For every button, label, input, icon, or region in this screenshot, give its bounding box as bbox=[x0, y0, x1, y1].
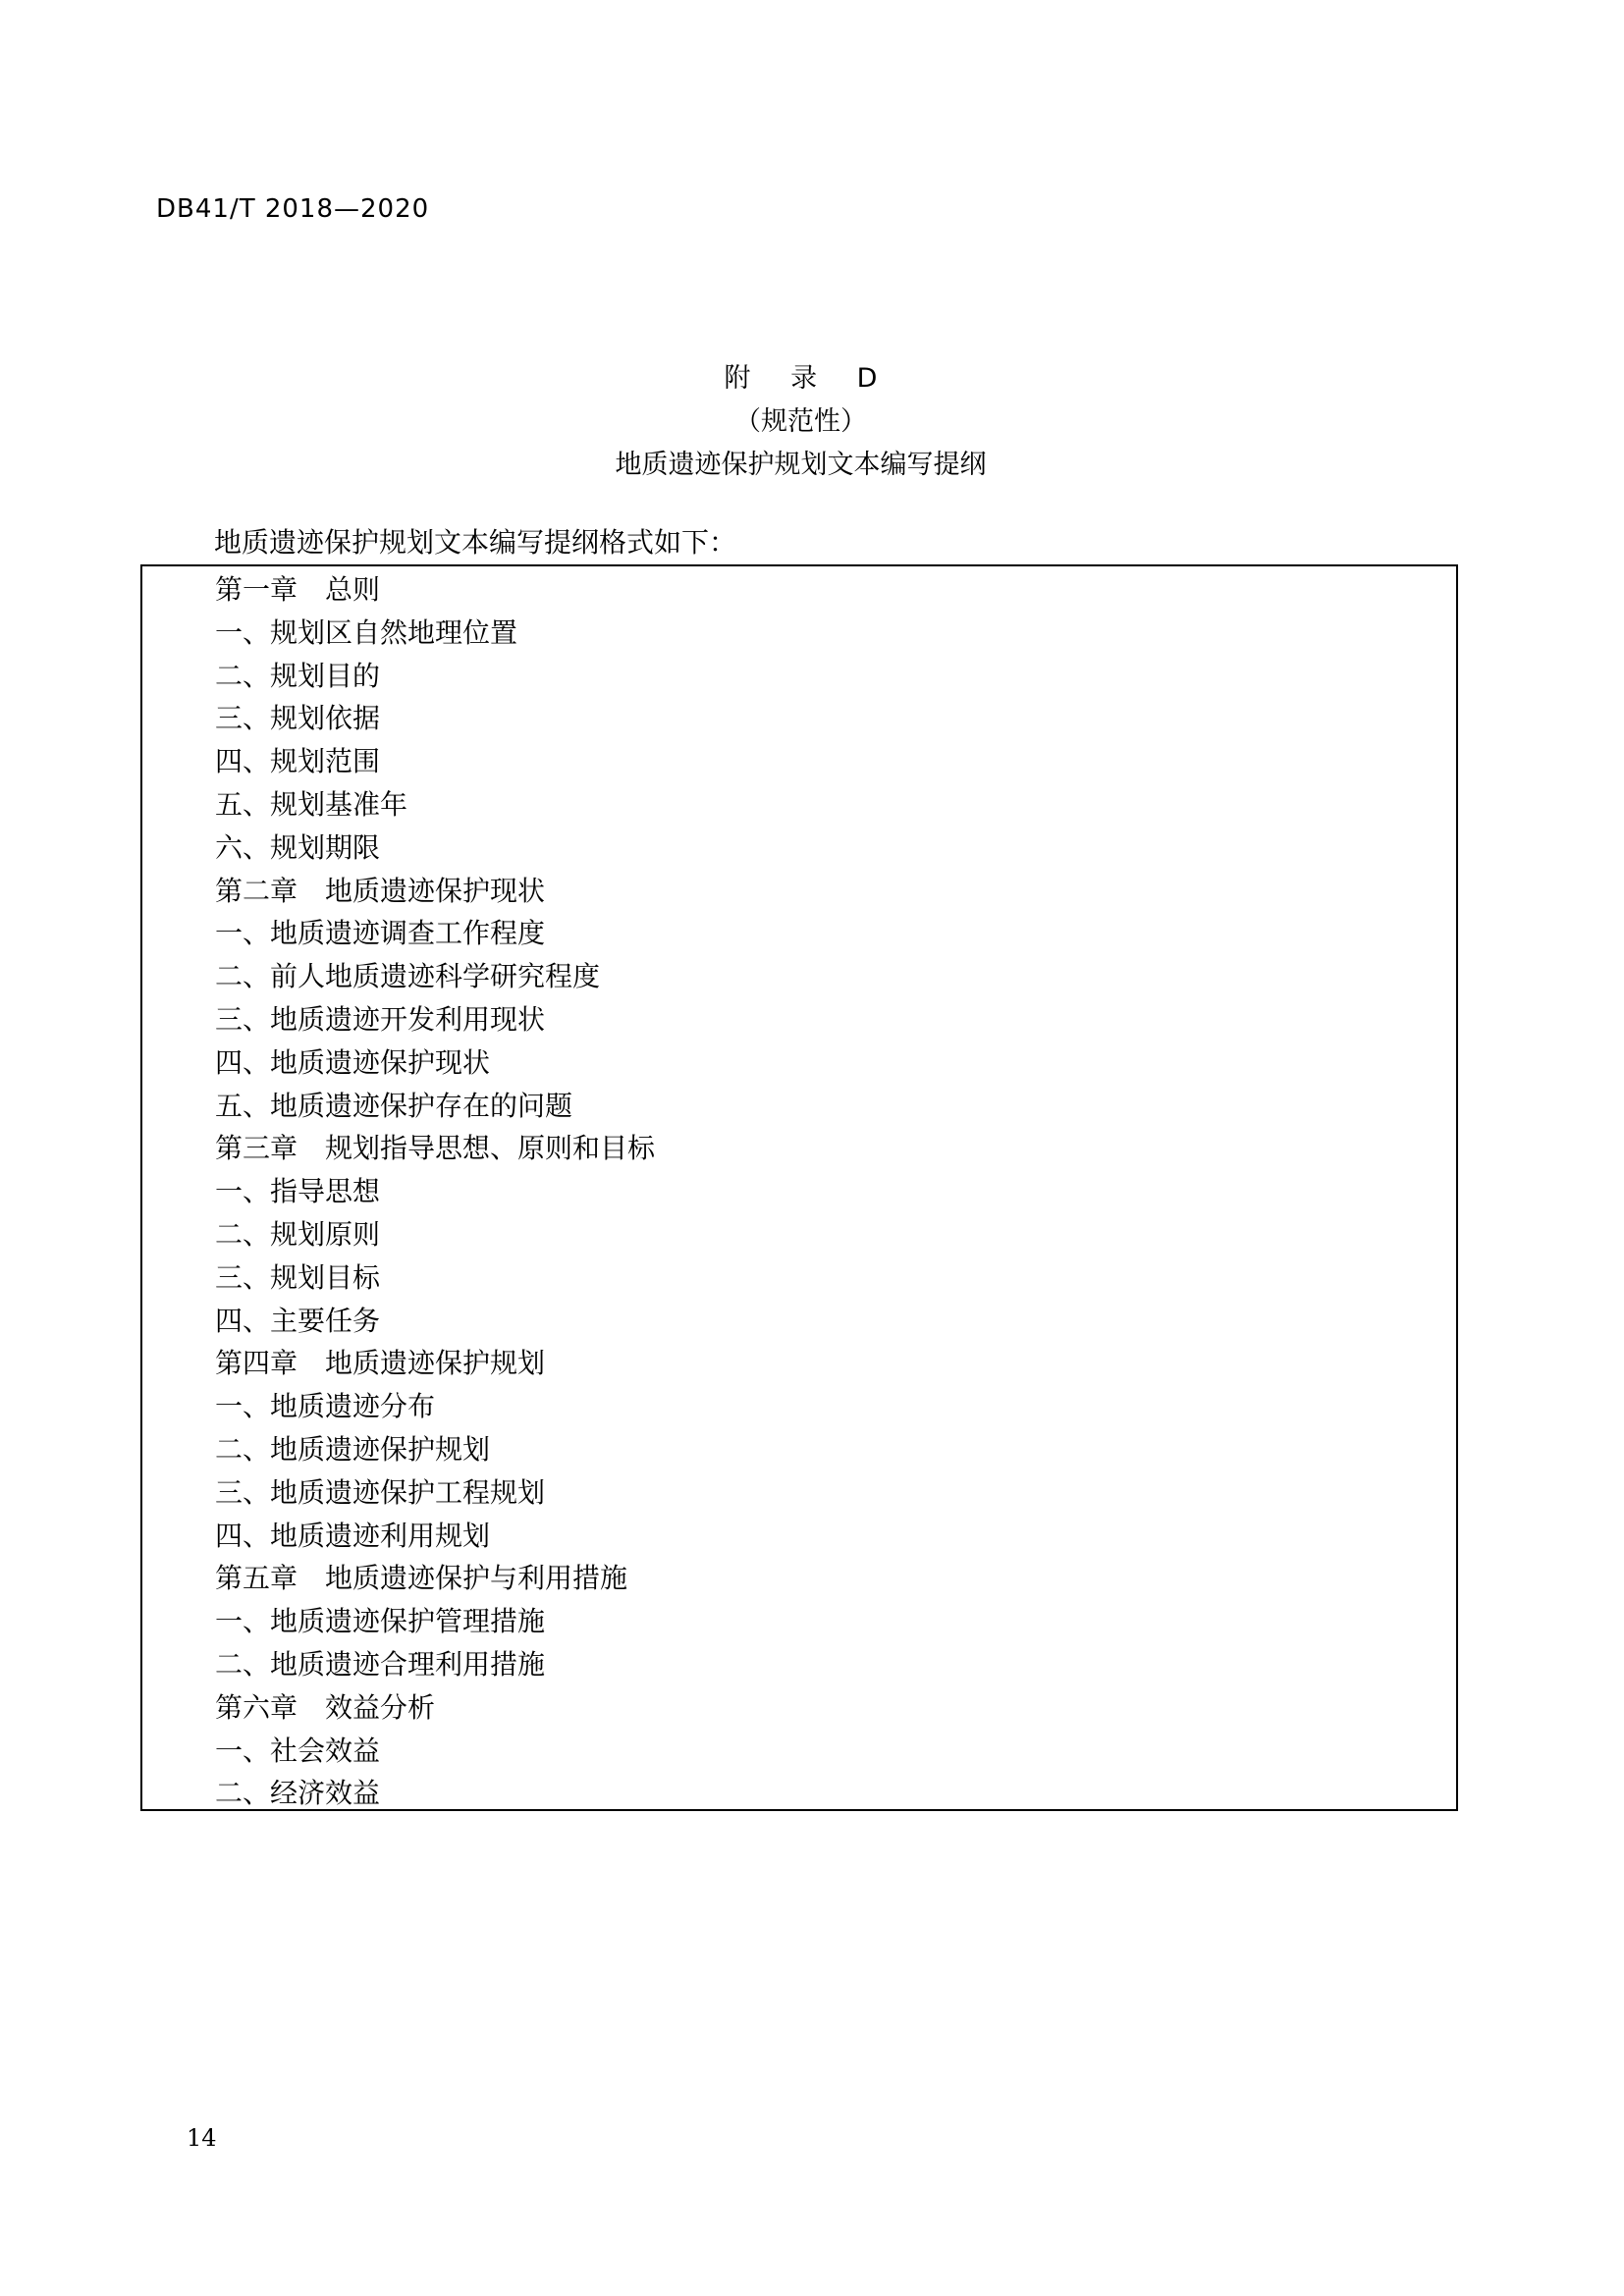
outline-section-item: 二、地质遗迹保护规划 bbox=[215, 1432, 491, 1466]
outline-section-item: 一、指导思想 bbox=[215, 1175, 381, 1208]
outline-section-item: 一、地质遗迹分布 bbox=[215, 1390, 436, 1423]
outline-section-item: 四、主要任务 bbox=[215, 1304, 381, 1337]
outline-section-item: 三、地质遗迹保护工程规划 bbox=[215, 1475, 546, 1509]
outline-chapter-heading: 第四章 地质遗迹保护规划 bbox=[215, 1347, 546, 1380]
outline-section-item: 二、地质遗迹合理利用措施 bbox=[215, 1647, 546, 1681]
outline-section-item: 四、地质遗迹保护现状 bbox=[215, 1045, 491, 1079]
outline-section-item: 五、规划基准年 bbox=[215, 787, 408, 821]
outline-section-item: 五、地质遗迹保护存在的问题 bbox=[215, 1089, 573, 1122]
appendix-heading: 地质遗迹保护规划文本编写提纲 bbox=[615, 450, 987, 480]
outline-section-item: 一、地质遗迹调查工作程度 bbox=[215, 917, 546, 950]
outline-section-item: 三、地质遗迹开发利用现状 bbox=[215, 1002, 546, 1036]
standard-code: DB41/T 2018—2020 bbox=[156, 194, 430, 224]
outline-chapter-heading: 第二章 地质遗迹保护现状 bbox=[215, 874, 546, 907]
outline-section-item: 二、规划目的 bbox=[215, 659, 381, 692]
intro-paragraph: 地质遗迹保护规划文本编写提纲格式如下： bbox=[214, 526, 737, 559]
outline-chapter-heading: 第五章 地质遗迹保护与利用措施 bbox=[215, 1562, 628, 1595]
normativity-label: （规范性） bbox=[734, 406, 867, 437]
outline-section-item: 二、规划原则 bbox=[215, 1217, 381, 1251]
outline-section-item: 二、前人地质遗迹科学研究程度 bbox=[215, 960, 601, 993]
outline-section-item: 六、规划期限 bbox=[215, 830, 381, 864]
outline-section-item: 一、规划区自然地理位置 bbox=[215, 615, 518, 649]
outline-chapter-heading: 第六章 效益分析 bbox=[215, 1690, 436, 1724]
outline-section-item: 四、地质遗迹利用规划 bbox=[215, 1519, 491, 1552]
outline-section-item: 三、规划依据 bbox=[215, 702, 381, 735]
outline-chapter-heading: 第三章 规划指导思想、原则和目标 bbox=[215, 1132, 656, 1165]
outline-section-item: 三、规划目标 bbox=[215, 1260, 381, 1294]
outline-box bbox=[140, 564, 1458, 1811]
appendix-title-block bbox=[0, 357, 1601, 487]
appendix-label: 附 录 D bbox=[724, 363, 893, 394]
outline-section-item: 二、经济效益 bbox=[215, 1777, 381, 1810]
outline-section-item: 四、规划范围 bbox=[215, 745, 381, 778]
outline-list bbox=[215, 568, 655, 1815]
page-number: 14 bbox=[187, 2124, 217, 2152]
outline-section-item: 一、社会效益 bbox=[215, 1734, 381, 1767]
outline-chapter-heading: 第一章 总则 bbox=[215, 573, 381, 606]
outline-section-item: 一、地质遗迹保护管理措施 bbox=[215, 1605, 546, 1638]
